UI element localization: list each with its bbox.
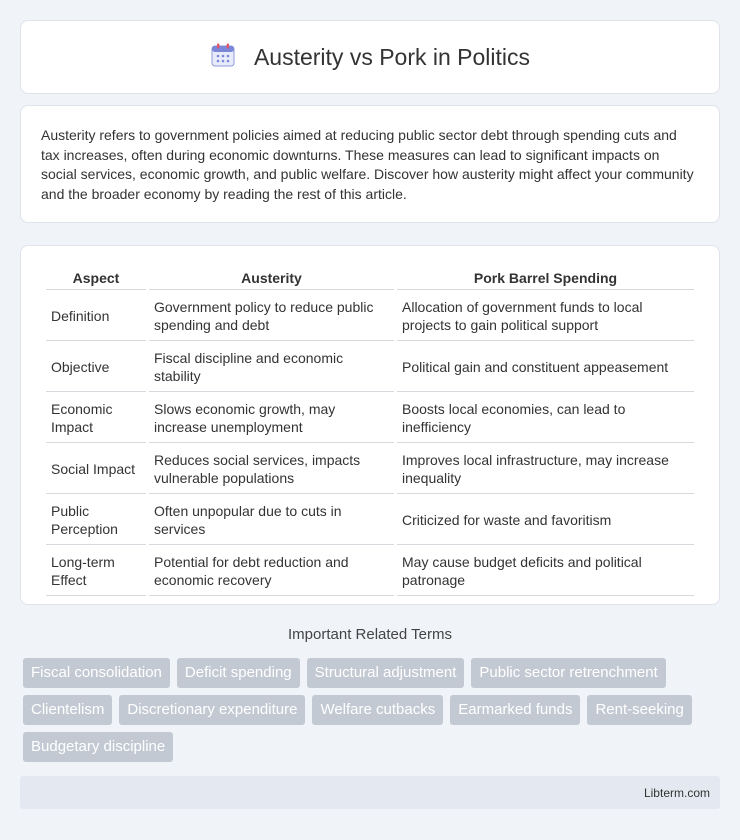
header-austerity: Austerity: [149, 266, 394, 290]
tag-clientelism[interactable]: Clientelism: [23, 695, 112, 725]
table-row: [46, 292, 694, 341]
cell-aspect: Economic Impact: [46, 394, 146, 443]
header-card: [20, 20, 720, 94]
table-row: [46, 496, 694, 545]
cell-austerity: Government policy to reduce public spending and debt: [149, 292, 394, 341]
intro-card: [20, 105, 720, 223]
cell-austerity: Reduces social services, impacts vulnerable populations: [149, 445, 394, 494]
header-aspect: Aspect: [46, 266, 146, 290]
cell-pork: Boosts local economies, can lead to inefficiency: [397, 394, 694, 443]
cell-pork: Allocation of government funds to local projects to gain political support: [397, 292, 694, 341]
table-header-row: [46, 266, 694, 290]
tag-budgetary-discipline[interactable]: Budgetary discipline: [23, 732, 173, 762]
tag-deficit-spending[interactable]: Deficit spending: [177, 658, 300, 688]
tag-discretionary-expenditure[interactable]: Discretionary expenditure: [119, 695, 305, 725]
tag-rent-seeking[interactable]: Rent-seeking: [587, 695, 691, 725]
cell-pork: Improves local infrastructure, may increase inequality: [397, 445, 694, 494]
tag-structural-adjustment[interactable]: Structural adjustment: [307, 658, 465, 688]
cell-austerity: Slows economic growth, may increase unemployment: [149, 394, 394, 443]
table-row: [46, 445, 694, 494]
table-row: [46, 394, 694, 443]
footer-site-link[interactable]: Libterm.com: [643, 785, 710, 800]
header: [210, 42, 530, 73]
cell-pork: Criticized for waste and favoritism: [397, 496, 694, 545]
cell-aspect: Long-term Effect: [46, 547, 146, 596]
table-row: [46, 343, 694, 392]
tag-public-sector-retrenchment[interactable]: Public sector retrenchment: [471, 658, 665, 688]
related-terms-title: Important Related Terms: [288, 626, 452, 643]
tag-fiscal-consolidation[interactable]: Fiscal consolidation: [23, 658, 170, 688]
footer: [20, 776, 720, 809]
calendar-list-icon: [210, 42, 236, 73]
table-row: [46, 547, 694, 596]
comparison-table: [43, 264, 697, 598]
cell-aspect: Public Perception: [46, 496, 146, 545]
cell-austerity: Often unpopular due to cuts in services: [149, 496, 394, 545]
page-title: Austerity vs Pork in Politics: [253, 43, 531, 70]
cell-austerity: Fiscal discipline and economic stability: [149, 343, 394, 392]
header-pork: Pork Barrel Spending: [397, 266, 694, 290]
comparison-card: [20, 245, 720, 605]
cell-pork: May cause budget deficits and political patronage: [397, 547, 694, 596]
cell-aspect: Objective: [46, 343, 146, 392]
cell-austerity: Potential for debt reduction and economic recovery: [149, 547, 394, 596]
tag-welfare-cutbacks[interactable]: Welfare cutbacks: [312, 695, 443, 725]
cell-pork: Political gain and constituent appeasement: [397, 343, 694, 392]
related-terms-list: [23, 658, 723, 762]
tag-earmarked-funds[interactable]: Earmarked funds: [450, 695, 580, 725]
cell-aspect: Social Impact: [46, 445, 146, 494]
cell-aspect: Definition: [46, 292, 146, 341]
intro-paragraph: Austerity refers to government policies aimed at reducing public sector debt through spending cuts and tax increases, often during economic downturns. These measures can lead to significant impacts on social services, economic growth, and public welfare. Discover how austerity might affect your community and the broader economy by reading the rest of this article.: [41, 127, 694, 202]
